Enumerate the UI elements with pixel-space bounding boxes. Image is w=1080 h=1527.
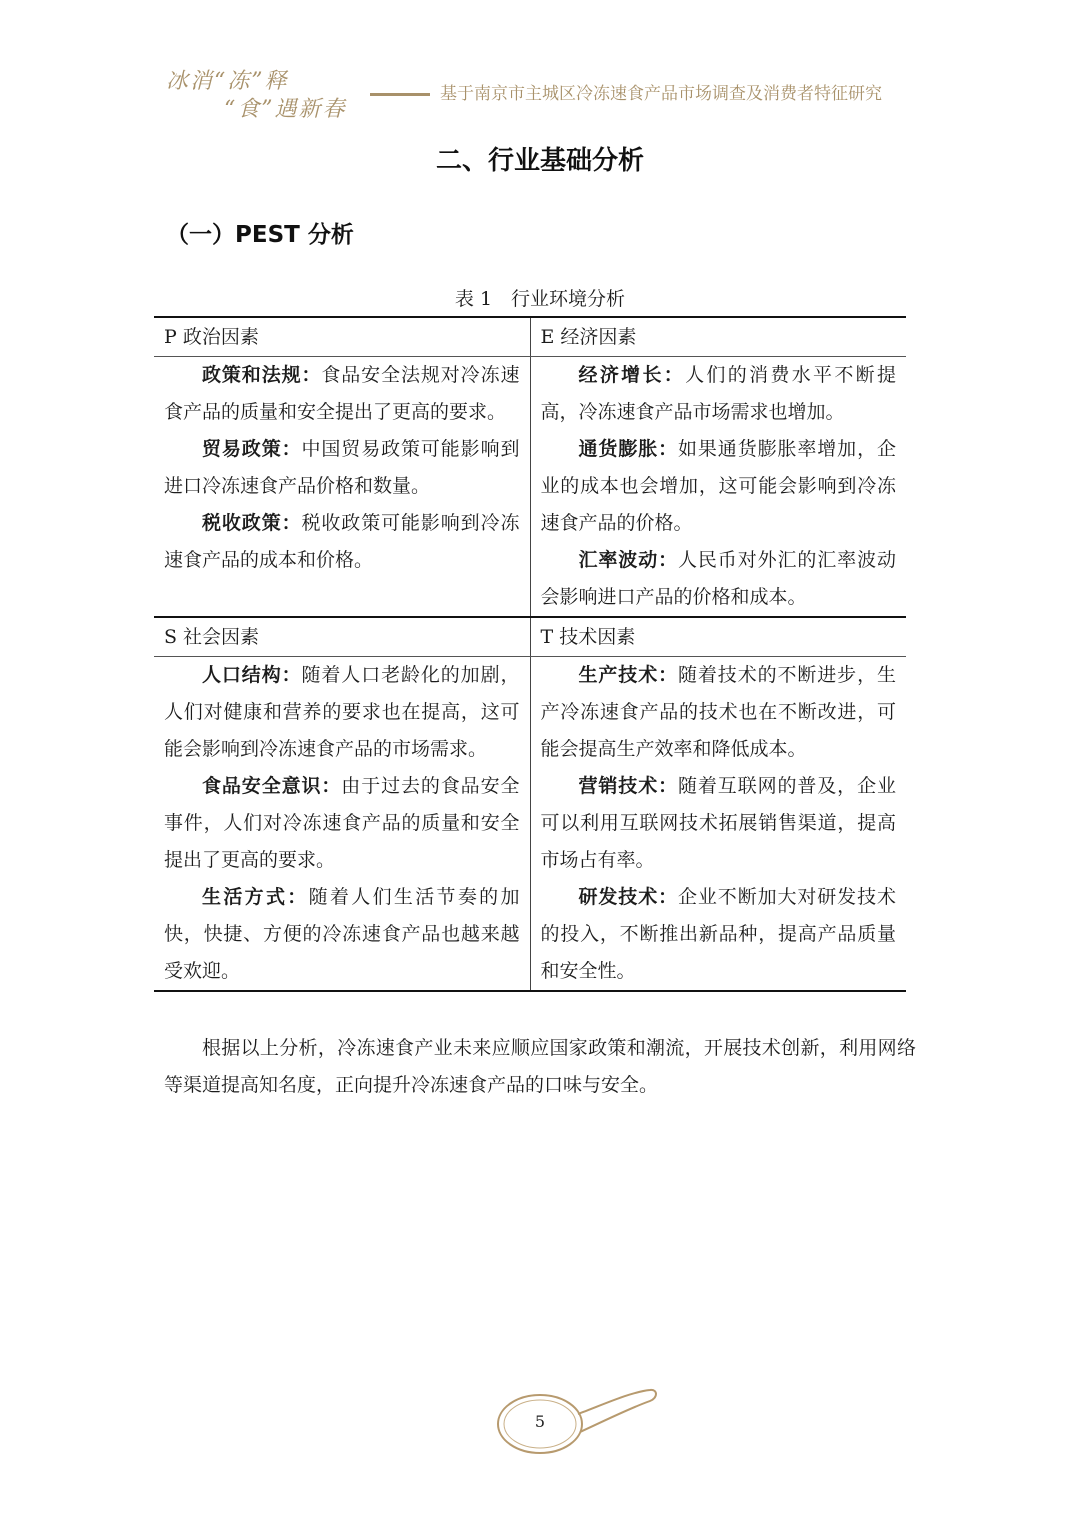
technology-item [541,879,897,990]
political-header: P 政治因素 [154,317,530,357]
conclusion-paragraph: 根据以上分析，冷冻速食产业未来应顺应国家政策和潮流，开展技术创新，利用网络等渠道提高知名度，正向提升冷冻速食产品的口味与安全。 [164,1037,916,1096]
social-text: 由于过去的食品安全事件，人们对冷冻速食产品的质量和安全提出了更高的要求。 [164,775,520,871]
pest-table [154,316,906,992]
economic-text: 人们的消费水平不断提高，冷冻速食产品市场需求也增加。 [540,364,896,423]
social-cell [154,657,530,992]
technology-header: T 技术因素 [530,617,906,657]
social-item [164,768,520,879]
political-item [164,505,520,579]
section-title: 二、行业基础分析 [435,146,644,176]
economic-cell [530,357,906,618]
social-item [164,657,520,768]
page-number: 5 [534,1412,546,1431]
political-text: 食品安全法规对冷冻速食产品的质量和安全提出了更高的要求。 [164,364,520,423]
subsection-title: （一）PEST 分析 [166,222,354,248]
header-logo [166,68,347,124]
technology-cell [530,657,906,992]
economic-term: 通货膨胀： [578,438,678,460]
economic-text: 如果通货膨胀率增加，企业的成本也会增加，这可能会影响到冷冻速食产品的价格。 [540,438,896,534]
economic-header: E 经济因素 [530,317,906,357]
political-text: 税收政策可能影响到冷冻速食产品的成本和价格。 [164,512,520,571]
political-item [164,431,520,505]
social-text: 随着人口老龄化的加剧，人们对健康和营养的要求也在提高，这可能会影响到冷冻速食产品的市场需求。 [164,664,520,760]
pest-content-row [154,357,906,618]
economic-text: 人民币对外汇的汇率波动会影响进口产品的价格和成本。 [540,549,896,608]
pest-header-row [154,317,906,357]
header-divider [370,93,430,96]
economic-item [541,431,897,542]
political-term: 政策和法规： [202,364,322,386]
header-logo-line1: 冰消“冻”释 [166,69,289,94]
social-term: 生活方式： [202,886,309,908]
political-item [164,357,520,431]
social-text: 随着人们生活节奏的加快，快捷、方便的冷冻速食产品也越来越受欢迎。 [164,886,520,982]
economic-item [541,542,897,616]
technology-item [541,768,897,879]
table-caption: 表 1 行业环境分析 [454,288,626,310]
economic-item [541,357,897,431]
political-term: 税收政策： [202,512,302,534]
political-term: 贸易政策： [202,438,302,460]
technology-text: 随着技术的不断进步，生产冷冻速食产品的技术也在不断改进，可能会提高生产效率和降低成本。 [540,664,896,760]
economic-term: 汇率波动： [578,549,678,571]
social-header: S 社会因素 [154,617,530,657]
technology-term: 生产技术： [578,664,678,686]
header-logo-line2: “食”遇新春 [224,97,347,122]
technology-text: 随着互联网的普及，企业可以利用互联网技术拓展销售渠道，提高市场占有率。 [540,775,896,871]
political-cell [154,357,530,618]
economic-term: 经济增长： [578,364,686,386]
header-subtitle: 基于南京市主城区冷冻速食产品市场调查及消费者特征研究 [440,84,882,104]
social-item [164,879,520,990]
social-term: 人口结构： [202,664,302,686]
technology-term: 营销技术： [578,775,678,797]
pest-content-row [154,657,906,992]
pest-header-row [154,617,906,657]
technology-term: 研发技术： [578,886,678,908]
technology-item [541,657,897,768]
social-term: 食品安全意识： [202,775,342,797]
technology-text: 企业不断加大对研发技术的投入，不断推出新品种，提高产品质量和安全性。 [540,886,896,982]
political-text: 中国贸易政策可能影响到进口冷冻速食产品价格和数量。 [164,438,520,497]
spoon-icon [490,1384,660,1456]
